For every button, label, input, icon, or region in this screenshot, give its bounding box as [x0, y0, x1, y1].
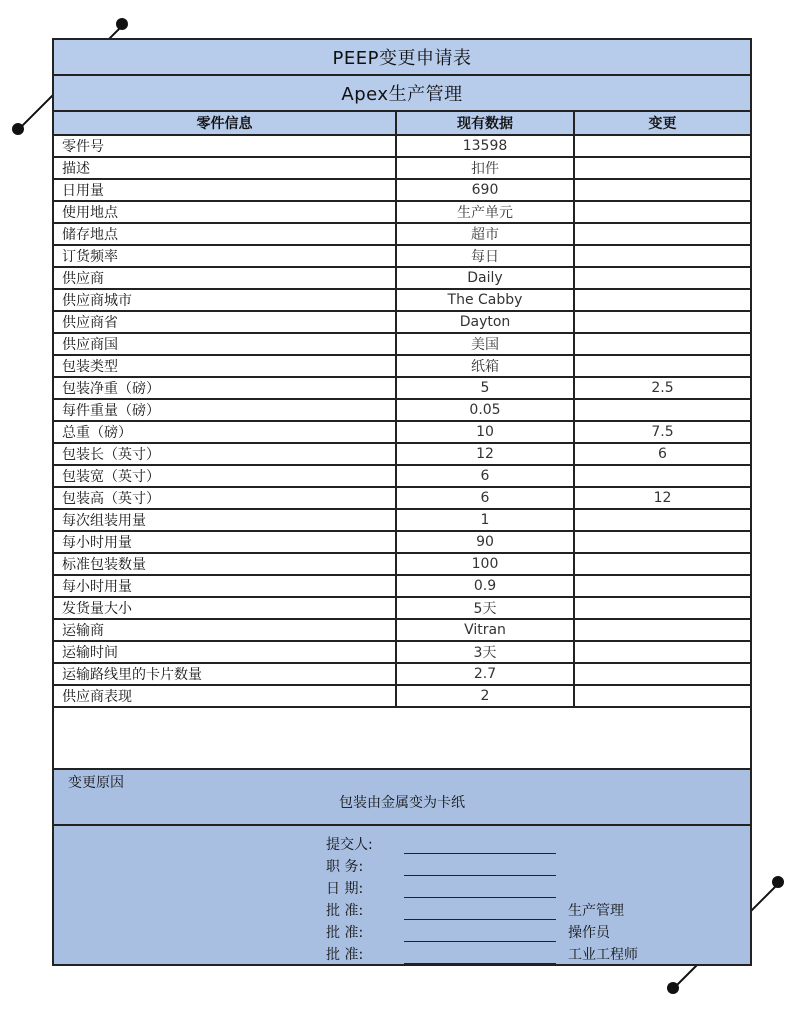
row-label: 包装高（英寸） [54, 487, 396, 509]
row-current-value: 10 [396, 421, 574, 443]
row-change-value [574, 201, 750, 223]
row-current-value: 纸箱 [396, 355, 574, 377]
row-label: 包装净重（磅） [54, 377, 396, 399]
row-change-value: 12 [574, 487, 750, 509]
row-label: 供应商 [54, 267, 396, 289]
row-change-value [574, 157, 750, 179]
row-current-value: 6 [396, 465, 574, 487]
form-subtitle: Apex生产管理 [54, 76, 750, 112]
signature-row [326, 832, 568, 854]
row-label: 发货量大小 [54, 597, 396, 619]
table-row [54, 135, 750, 157]
signature-row [326, 942, 638, 964]
table-row [54, 421, 750, 443]
signature-label: 日 期: [326, 881, 364, 897]
row-label: 供应商国 [54, 333, 396, 355]
row-label: 描述 [54, 157, 396, 179]
row-change-value [574, 289, 750, 311]
row-label: 总重（磅） [54, 421, 396, 443]
row-current-value: 5天 [396, 597, 574, 619]
row-current-value: The Cabby [396, 289, 574, 311]
table-row [54, 157, 750, 179]
row-change-value [574, 267, 750, 289]
row-current-value: 3天 [396, 641, 574, 663]
row-change-value [574, 135, 750, 157]
table-row [54, 487, 750, 509]
table-body [54, 135, 750, 707]
column-header-part-info: 零件信息 [54, 112, 396, 135]
row-current-value: 扣件 [396, 157, 574, 179]
row-current-value: 13598 [396, 135, 574, 157]
signature-row [326, 876, 568, 898]
table-row [54, 641, 750, 663]
table-row [54, 465, 750, 487]
row-label: 订货频率 [54, 245, 396, 267]
row-change-value [574, 553, 750, 575]
row-change-value [574, 509, 750, 531]
table-row [54, 311, 750, 333]
corner-dot-top [116, 18, 128, 30]
table-header-row [54, 112, 750, 135]
row-change-value [574, 333, 750, 355]
signature-line[interactable] [404, 905, 556, 920]
change-reason-label: 变更原因 [68, 775, 124, 791]
row-label: 零件号 [54, 135, 396, 157]
column-header-current-data: 现有数据 [396, 112, 574, 135]
row-current-value: 美国 [396, 333, 574, 355]
row-change-value [574, 399, 750, 421]
row-change-value [574, 641, 750, 663]
row-change-value: 6 [574, 443, 750, 465]
change-reason-section [54, 768, 750, 826]
signature-row [326, 854, 568, 876]
row-current-value: 1 [396, 509, 574, 531]
corner-dot-left [12, 123, 24, 135]
row-current-value: 100 [396, 553, 574, 575]
signature-row [326, 898, 624, 920]
row-current-value: 0.9 [396, 575, 574, 597]
corner-dot-bottom [667, 982, 679, 994]
row-change-value [574, 355, 750, 377]
row-change-value [574, 311, 750, 333]
row-label: 标准包装数量 [54, 553, 396, 575]
row-current-value: 12 [396, 443, 574, 465]
row-change-value [574, 179, 750, 201]
signature-line[interactable] [404, 839, 556, 854]
table-row [54, 289, 750, 311]
row-label: 运输商 [54, 619, 396, 641]
table-row [54, 201, 750, 223]
row-label: 包装宽（英寸） [54, 465, 396, 487]
row-label: 供应商城市 [54, 289, 396, 311]
table-row [54, 245, 750, 267]
signature-row [326, 920, 610, 942]
row-current-value: Vitran [396, 619, 574, 641]
row-current-value: 5 [396, 377, 574, 399]
row-label: 运输路线里的卡片数量 [54, 663, 396, 685]
row-current-value: 生产单元 [396, 201, 574, 223]
table-row [54, 553, 750, 575]
column-header-change: 变更 [574, 112, 750, 135]
signature-label: 提交人: [326, 837, 373, 853]
table-row [54, 443, 750, 465]
table-row [54, 531, 750, 553]
row-current-value: 每日 [396, 245, 574, 267]
row-change-value [574, 619, 750, 641]
row-label: 储存地点 [54, 223, 396, 245]
row-change-value [574, 223, 750, 245]
form-title: PEEP变更申请表 [54, 40, 750, 76]
row-current-value: 90 [396, 531, 574, 553]
row-change-value [574, 245, 750, 267]
table-row [54, 223, 750, 245]
row-label: 每次组装用量 [54, 509, 396, 531]
table-row [54, 333, 750, 355]
signature-label: 批 准: [326, 947, 364, 963]
signature-label: 批 准: [326, 903, 364, 919]
signature-role: 生产管理 [568, 903, 624, 919]
row-change-value: 2.5 [574, 377, 750, 399]
row-label: 每小时用量 [54, 575, 396, 597]
signature-section [54, 826, 750, 964]
row-label: 每件重量（磅） [54, 399, 396, 421]
signature-line[interactable] [404, 883, 556, 898]
row-label: 包装类型 [54, 355, 396, 377]
change-reason-text: 包装由金属变为卡纸 [339, 795, 465, 811]
table-row [54, 355, 750, 377]
signature-line[interactable] [404, 949, 556, 964]
row-current-value: 2.7 [396, 663, 574, 685]
row-change-value [574, 597, 750, 619]
table-row [54, 663, 750, 685]
row-label: 每小时用量 [54, 531, 396, 553]
row-label: 供应商表现 [54, 685, 396, 707]
signature-role: 工业工程师 [568, 947, 638, 963]
table-row [54, 377, 750, 399]
change-request-form [52, 38, 752, 966]
row-current-value: Dayton [396, 311, 574, 333]
row-change-value [574, 465, 750, 487]
row-current-value: 0.05 [396, 399, 574, 421]
signature-role: 操作员 [568, 925, 610, 941]
row-current-value: 690 [396, 179, 574, 201]
corner-dot-right [772, 876, 784, 888]
row-label: 运输时间 [54, 641, 396, 663]
signature-label: 批 准: [326, 925, 364, 941]
table-row [54, 619, 750, 641]
table-row [54, 179, 750, 201]
row-current-value: 超市 [396, 223, 574, 245]
table-row [54, 267, 750, 289]
row-label: 供应商省 [54, 311, 396, 333]
row-change-value [574, 575, 750, 597]
table-row [54, 575, 750, 597]
row-label: 使用地点 [54, 201, 396, 223]
signature-line[interactable] [404, 927, 556, 942]
row-current-value: Daily [396, 267, 574, 289]
row-change-value [574, 663, 750, 685]
row-change-value [574, 685, 750, 707]
row-change-value [574, 531, 750, 553]
table-row [54, 399, 750, 421]
signature-line[interactable] [404, 861, 556, 876]
row-current-value: 2 [396, 685, 574, 707]
row-current-value: 6 [396, 487, 574, 509]
row-label: 日用量 [54, 179, 396, 201]
part-info-table [54, 112, 750, 708]
table-row [54, 685, 750, 707]
row-change-value: 7.5 [574, 421, 750, 443]
row-label: 包装长（英寸） [54, 443, 396, 465]
signature-label: 职 务: [326, 859, 364, 875]
table-row [54, 509, 750, 531]
table-row [54, 597, 750, 619]
